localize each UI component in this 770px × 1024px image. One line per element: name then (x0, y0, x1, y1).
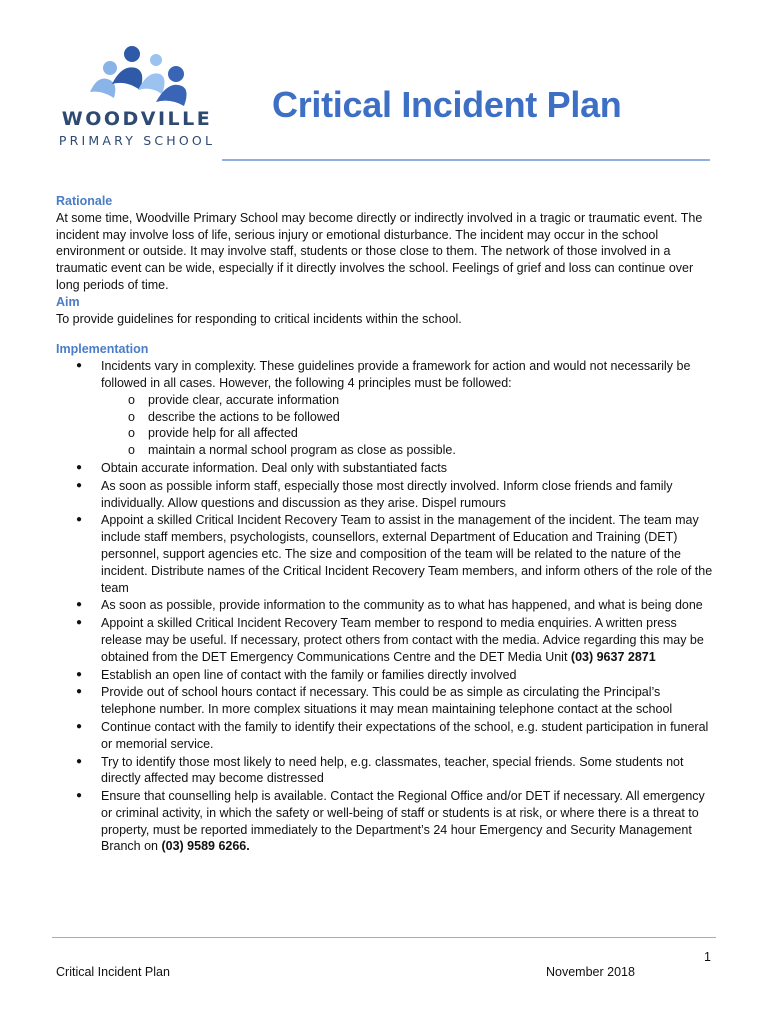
bullet-icon: ● (76, 514, 83, 526)
circle-bullet-icon: o (128, 443, 135, 458)
document-body (56, 193, 716, 856)
list-item-text: Continue contact with the family to identify their expectations of the school, e.g. student participation in funeral or memorial service. (101, 719, 709, 751)
sub-list-item-text: provide help for all affected (148, 426, 298, 441)
bullet-icon: ● (76, 479, 83, 491)
list-item (56, 358, 716, 459)
rationale-text: At some time, Woodville Primary School may become directly or indirectly involved in a tragic or traumatic event. The incident may involve loss of life, serious injury or emotional disturbance. The incident may occur in the school environment or outside. It may involve staff, students or those close to them. The network of those involved in a traumatic event can be wide, especially if it directly involves the school. Feelings of grief and loss can continue over long periods of time. (56, 210, 703, 292)
sub-list-item-text: provide clear, accurate information (148, 392, 340, 407)
bullet-icon: ● (76, 360, 83, 372)
list-item-text: Establish an open line of contact with the family or families directly involved (101, 667, 517, 682)
list-item-text: Provide out of school hours contact if necessary. This could be as simple as circulating the Principal’s telephone number. In more complex situations it may mean maintaining telephone contact at the school (101, 685, 673, 717)
circle-bullet-icon: o (128, 392, 135, 407)
footer-date: November 2018 (546, 965, 635, 979)
list-item (56, 754, 716, 788)
bullet-icon: ● (76, 668, 83, 680)
sub-list-item (56, 425, 716, 442)
sub-list-item (56, 442, 716, 459)
aim-text: To provide guidelines for responding to critical incidents within the school. (56, 311, 462, 326)
implementation-heading: Implementation (56, 342, 149, 357)
list-item (56, 597, 716, 614)
footer-divider (52, 937, 716, 938)
bullet-icon: ● (76, 599, 83, 611)
sub-list-item (56, 409, 716, 426)
emergency-phone: (03) 9589 6266. (161, 839, 250, 854)
list-item-text: Try to identify those most likely to need help, e.g. classmates, teacher, special friends. Some students not directly affected may become distressed (101, 754, 684, 786)
list-item (56, 478, 716, 512)
sub-list-item-text: maintain a normal school program as close as possible. (148, 443, 456, 458)
bullet-icon: ● (76, 461, 83, 473)
section-gap (56, 327, 716, 341)
list-item (56, 512, 716, 596)
bullet-icon: ● (76, 755, 83, 767)
bullet-icon: ● (76, 720, 83, 732)
list-item (56, 615, 716, 665)
list-item-text: Obtain accurate information. Deal only with substantiated facts (101, 460, 448, 475)
list-item-text: As soon as possible inform staff, especially those most directly involved. Inform close friends and family individually. Allow questions and discussion as they arise. Dispel rumours (101, 478, 673, 510)
sub-list-item-text: describe the actions to be followed (148, 409, 340, 424)
bullet-icon: ● (76, 686, 83, 698)
list-item (56, 684, 716, 718)
implementation-list (56, 358, 716, 855)
list-item-text: As soon as possible, provide information to the community as to what has happened, and what is being done (101, 598, 703, 613)
circle-bullet-icon: o (128, 426, 135, 441)
list-item (56, 719, 716, 753)
sub-list-item (56, 392, 716, 409)
rationale-heading: Rationale (56, 194, 113, 208)
list-item (56, 460, 716, 477)
list-item-text: Incidents vary in complexity. These guidelines provide a framework for action and would not necessarily be followed in all cases. However, the following 4 principles must be followed: (101, 359, 691, 390)
logo-figures-icon (52, 40, 222, 110)
principles-list (101, 392, 716, 459)
list-item (56, 667, 716, 684)
aim-heading: Aim (56, 294, 80, 309)
page-number: 1 (704, 950, 711, 964)
list-item (56, 788, 716, 855)
circle-bullet-icon: o (128, 409, 135, 424)
header-divider (222, 159, 710, 161)
bullet-icon: ● (76, 790, 83, 802)
list-item-text: Ensure that counselling help is available. Contact the Regional Office and/or DET if necessary. All emergency or criminal activity, in which the safety or well-being of staff or students is at risk, or where there is a threat to property, must be reported immediately to the Department’s 24 hour Emergency and Security Management Branch on (101, 789, 705, 854)
footer-title: Critical Incident Plan (56, 965, 170, 979)
list-item-text: Appoint a skilled Critical Incident Recovery Team member to respond to media enquiries. A written press release may be useful. If necessary, protect others from contact with the media. Advice regarding this may be obtained from the DET Emergency Communications Centre and the DET Media Unit (101, 616, 704, 664)
school-logo (52, 40, 222, 156)
bullet-icon: ● (76, 617, 83, 629)
logo-subtitle: PRIMARY SCHOOL (58, 133, 216, 148)
list-item-text: Appoint a skilled Critical Incident Recovery Team to assist in the management of the incident. The team may include staff members, psychologists, counsellors, external Department of Education and Training (DET) personnel, support agencies etc. The size and composition of the team will be related to the nature of the incident. Distribute names of the Critical Incident Recovery Team members, and inform others of the role of the team (101, 513, 713, 595)
page-title: Critical Incident Plan (272, 84, 622, 125)
logo-wordmark: WOODVILLE (61, 108, 213, 130)
media-unit-phone: (03) 9637 2871 (570, 649, 656, 664)
